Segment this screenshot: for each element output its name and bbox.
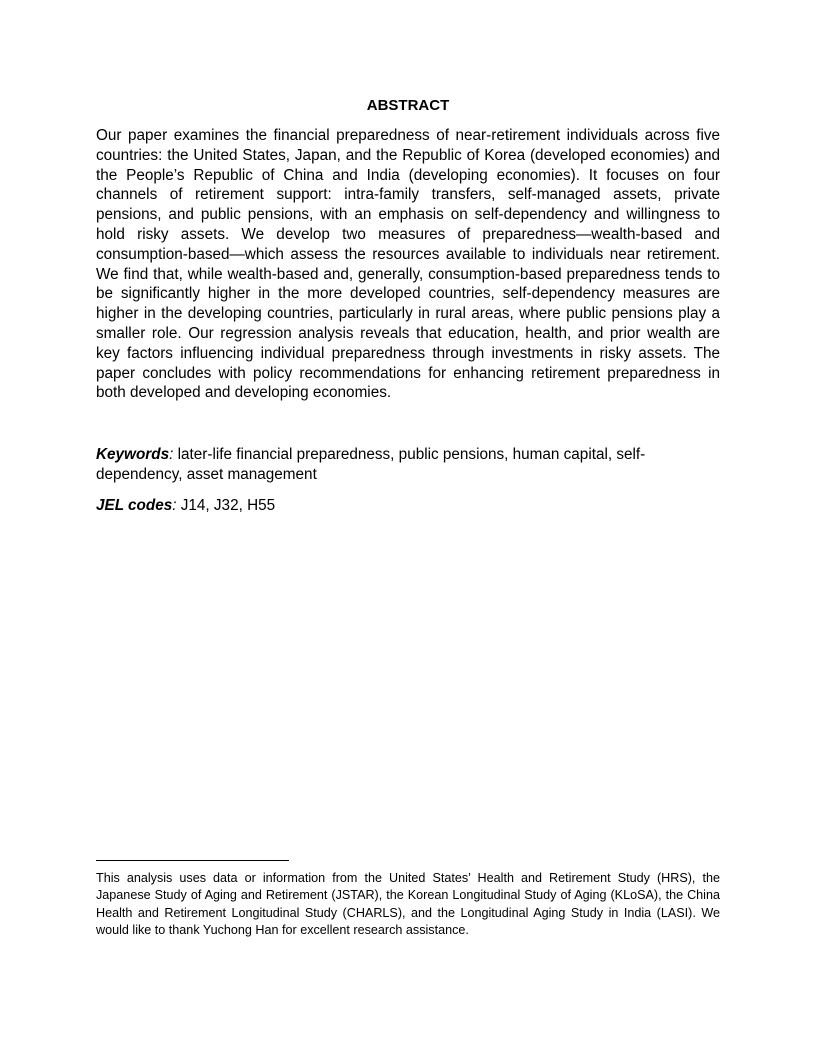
jel-codes-text: J14, J32, H55 <box>176 497 276 514</box>
abstract-body: Our paper examines the financial preparedness of near-retirement individuals across five countries: the United States, Japan, and the Republic of Korea (developed economies) and the People’s Republic of China and India (developing economies). It focuses on four channels of retirement support: intra-family transfers, self-managed assets, private pensions, and public pensions, with an emphasis on self-dependency and willingness to hold risky assets. We develop two measures of preparedness—wealth-based and consumption-based—which assess the resources available to individuals near retirement. We find that, while wealth-based and, generally, consumption-based preparedness tends to be significantly higher in the more developed countries, self-dependency measures are higher in the developing countries, particularly in rural areas, where public pensions play a smaller role. Our regression analysis reveals that education, health, and prior wealth are key factors influencing individual preparedness through investments in risky assets. The paper concludes with policy recommendations for enhancing retirement preparedness in both developed and developing economies. <box>96 127 720 402</box>
keywords-colon: : <box>169 446 174 463</box>
keywords-text: later-life financial preparedness, public pensions, human capital, self-dependency, asset management <box>96 446 646 483</box>
jel-codes-colon: : <box>172 497 177 514</box>
keywords-line <box>96 445 720 485</box>
footnote-separator <box>96 860 289 861</box>
abstract-heading: ABSTRACT <box>366 97 450 114</box>
footnote-text: This analysis uses data or information from the United States’ Health and Retirement Study (HRS), the Japanese Study of Aging and Retirement (JSTAR), the Korean Longitudinal Study of Aging (KLoSA), the China Health and Retirement Longitudinal Study (CHARLS), and the Longitudinal Aging Study in India (LASI). We would like to thank Yuchong Han for excellent research assistance. <box>96 871 720 938</box>
jel-codes-label: JEL codes <box>96 497 173 514</box>
jel-codes-line <box>96 496 720 516</box>
keywords-label: Keywords <box>96 446 170 463</box>
